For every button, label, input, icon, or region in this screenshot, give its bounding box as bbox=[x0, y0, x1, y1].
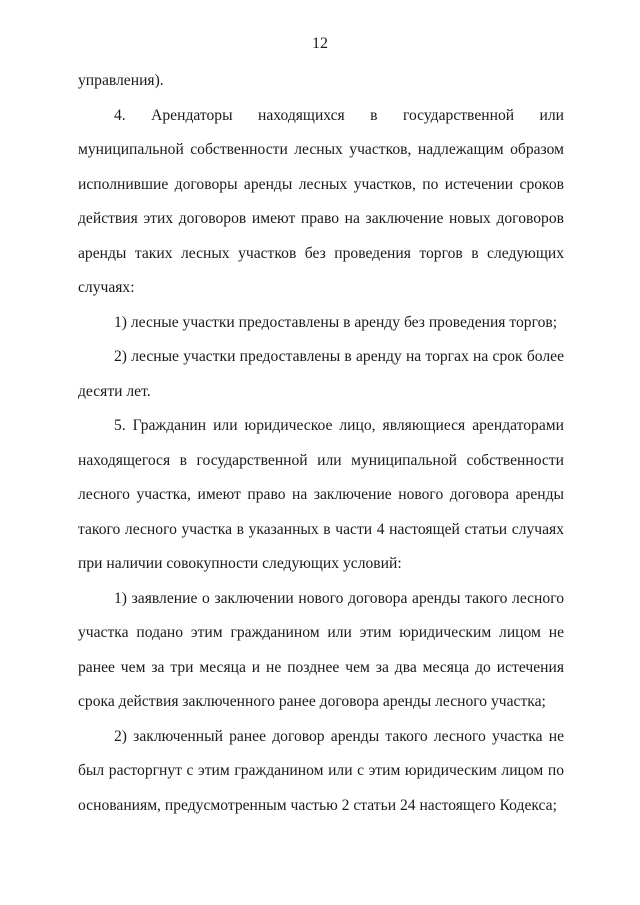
paragraph-continuation: управления). bbox=[78, 72, 164, 89]
paragraph-item-4: 4. Арендаторы находящихся в государственной или муниципальной собственности лесных участков, надлежащим образом исполнившие договоры аренды лесных участков, по истечении сроков действия этих договоров имеют право на заключение новых договоров аренды таких лесных участков без проведения торгов в следующих случаях: bbox=[78, 106, 564, 296]
page-number: 12 bbox=[312, 35, 328, 52]
paragraph-subitem-4-1: 1) лесные участки предоставлены в аренду без проведения торгов; bbox=[114, 313, 558, 331]
paragraph-item-5: 5. Гражданин или юридическое лицо, являющиеся арендаторами находящегося в государственной или муниципальной собственности лесного участка, имеют право на заключение нового договора аренды такого лесного участка в указанных в части 4 настоящей статьи случаях при наличии совокупности следующих условий: bbox=[78, 417, 564, 572]
paragraph-subitem-4-2: 2) лесные участки предоставлены в аренду на торгах на срок более десяти лет. bbox=[78, 348, 564, 400]
paragraph-subitem-5-2: 2) заключенный ранее договор аренды такого лесного участка не был расторгнут с этим гражданином или с этим юридическим лицом по основаниям, предусмотренным частью 2 статьи 24 настоящего Кодекса; bbox=[78, 727, 564, 814]
paragraph-subitem-5-1: 1) заявление о заключении нового договора аренды такого лесного участка подано этим гражданином или этим юридическим лицом не ранее чем за три месяца и не позднее чем за два месяца до истечения срока действия заключенного ранее договора аренды лесного участка; bbox=[78, 589, 564, 710]
document-body bbox=[78, 64, 564, 823]
